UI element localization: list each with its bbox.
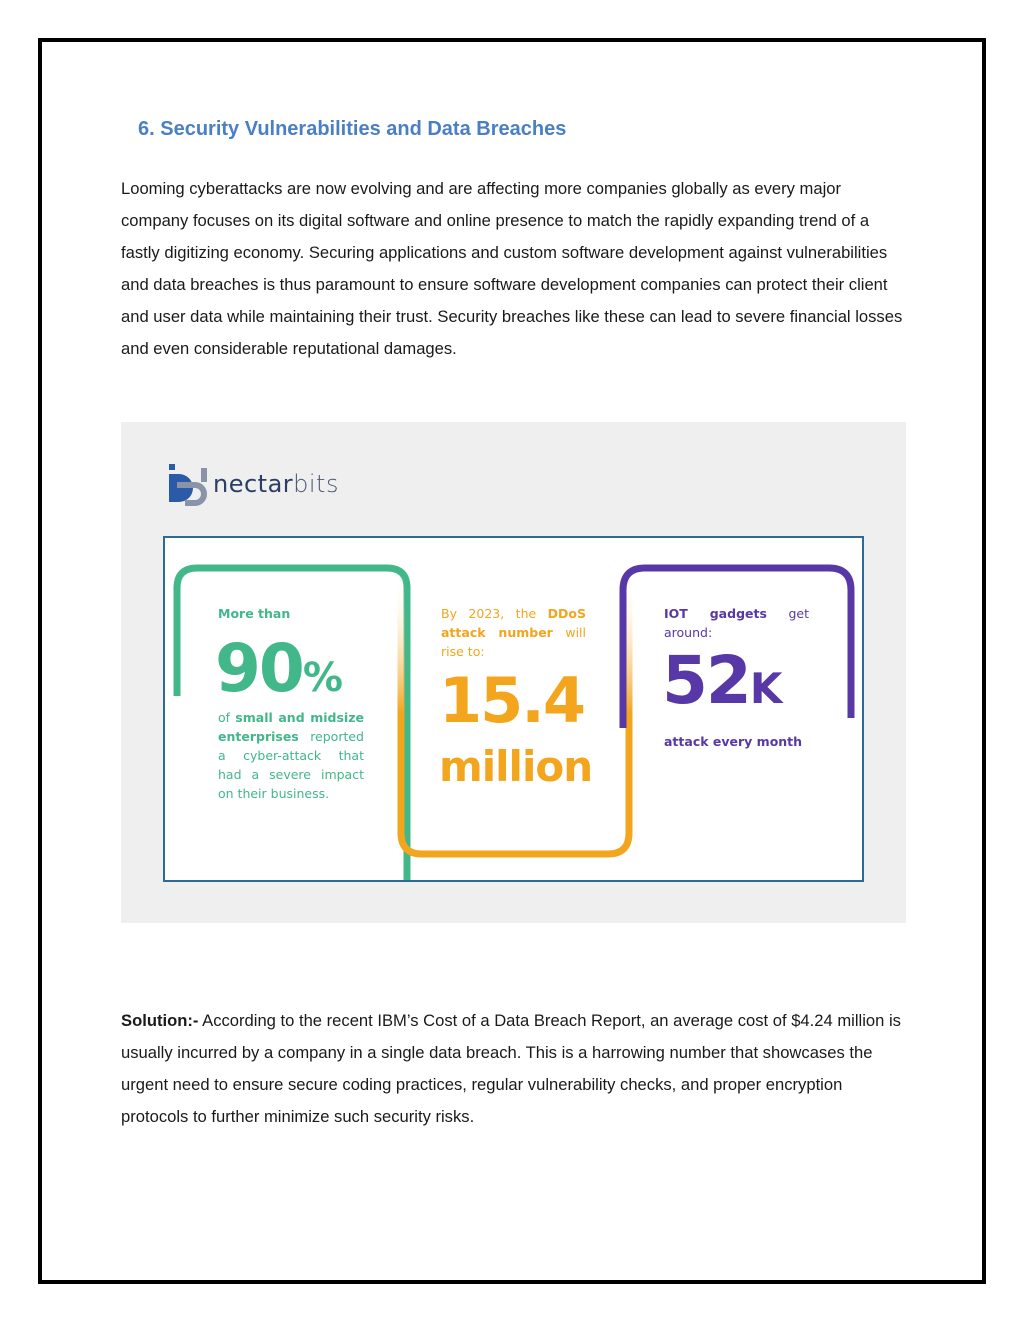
card2-unit: million: [439, 742, 593, 791]
stats-panel: [163, 536, 864, 882]
nectarbits-logo-icon: [165, 462, 211, 506]
card3-unit: K: [749, 664, 781, 713]
card2-intro-pre: By 2023, the: [441, 606, 537, 621]
card1-stat: [215, 630, 341, 713]
solution-label: Solution:-: [121, 1011, 199, 1030]
card3-intro: [664, 604, 809, 642]
logo-text-part1: nectar: [213, 470, 294, 498]
nectarbits-logo-text: [213, 470, 339, 498]
nectarbits-logo: [165, 462, 339, 506]
intro-paragraph: Looming cyberattacks are now evolving and are affecting more companies globally as every major company focuses on its digital software and online presence to match the rapidly expanding trend of a fastly digitizing economy. Securing applications and custom software development against vulnerabilities and data breaches is thus paramount to ensure software development companies can protect their client and user data while maintaining their trust. Security breaches like these can lead to severe financial losses and even considerable reputational damages.: [121, 179, 903, 358]
infographic-image: [121, 422, 906, 923]
card2-value: 15.4: [439, 664, 584, 737]
card3-description: attack every month: [664, 734, 803, 749]
card2-intro: [441, 604, 586, 661]
logo-text-part2: bits: [293, 470, 339, 498]
card1-intro: More than: [218, 606, 291, 621]
card3-stat: [662, 642, 781, 724]
card1-description: [218, 708, 364, 803]
card2-intro-post: will rise to:: [441, 625, 586, 659]
card3-intro-post: get around:: [664, 606, 809, 640]
section-heading: 6. Security Vulnerabilities and Data Breaches: [138, 118, 567, 140]
card1-desc-post: reported a cyber-attack that had a severe impact on their business.: [218, 729, 364, 801]
card3-intro-bold: IOT gadgets: [664, 606, 767, 621]
card3-value: 52: [662, 642, 750, 719]
card1-value: 90: [215, 630, 303, 707]
card2-intro-bold: DDoS attack number: [441, 606, 586, 640]
solution-paragraph: [121, 1005, 911, 1133]
solution-text: According to the recent IBM’s Cost of a Data Breach Report, an average cost of $4.24 million is usually incurred by a company in a single data breach. This is a harrowing number that showcases the urgent need to ensure secure coding practices, regular vulnerability checks, and proper encryption protocols to further minimize such security risks.: [121, 1011, 901, 1126]
card1-unit: %: [302, 655, 341, 701]
card1-desc-pre: of: [218, 710, 231, 725]
card1-desc-bold: small and midsize enterprises: [218, 710, 364, 744]
